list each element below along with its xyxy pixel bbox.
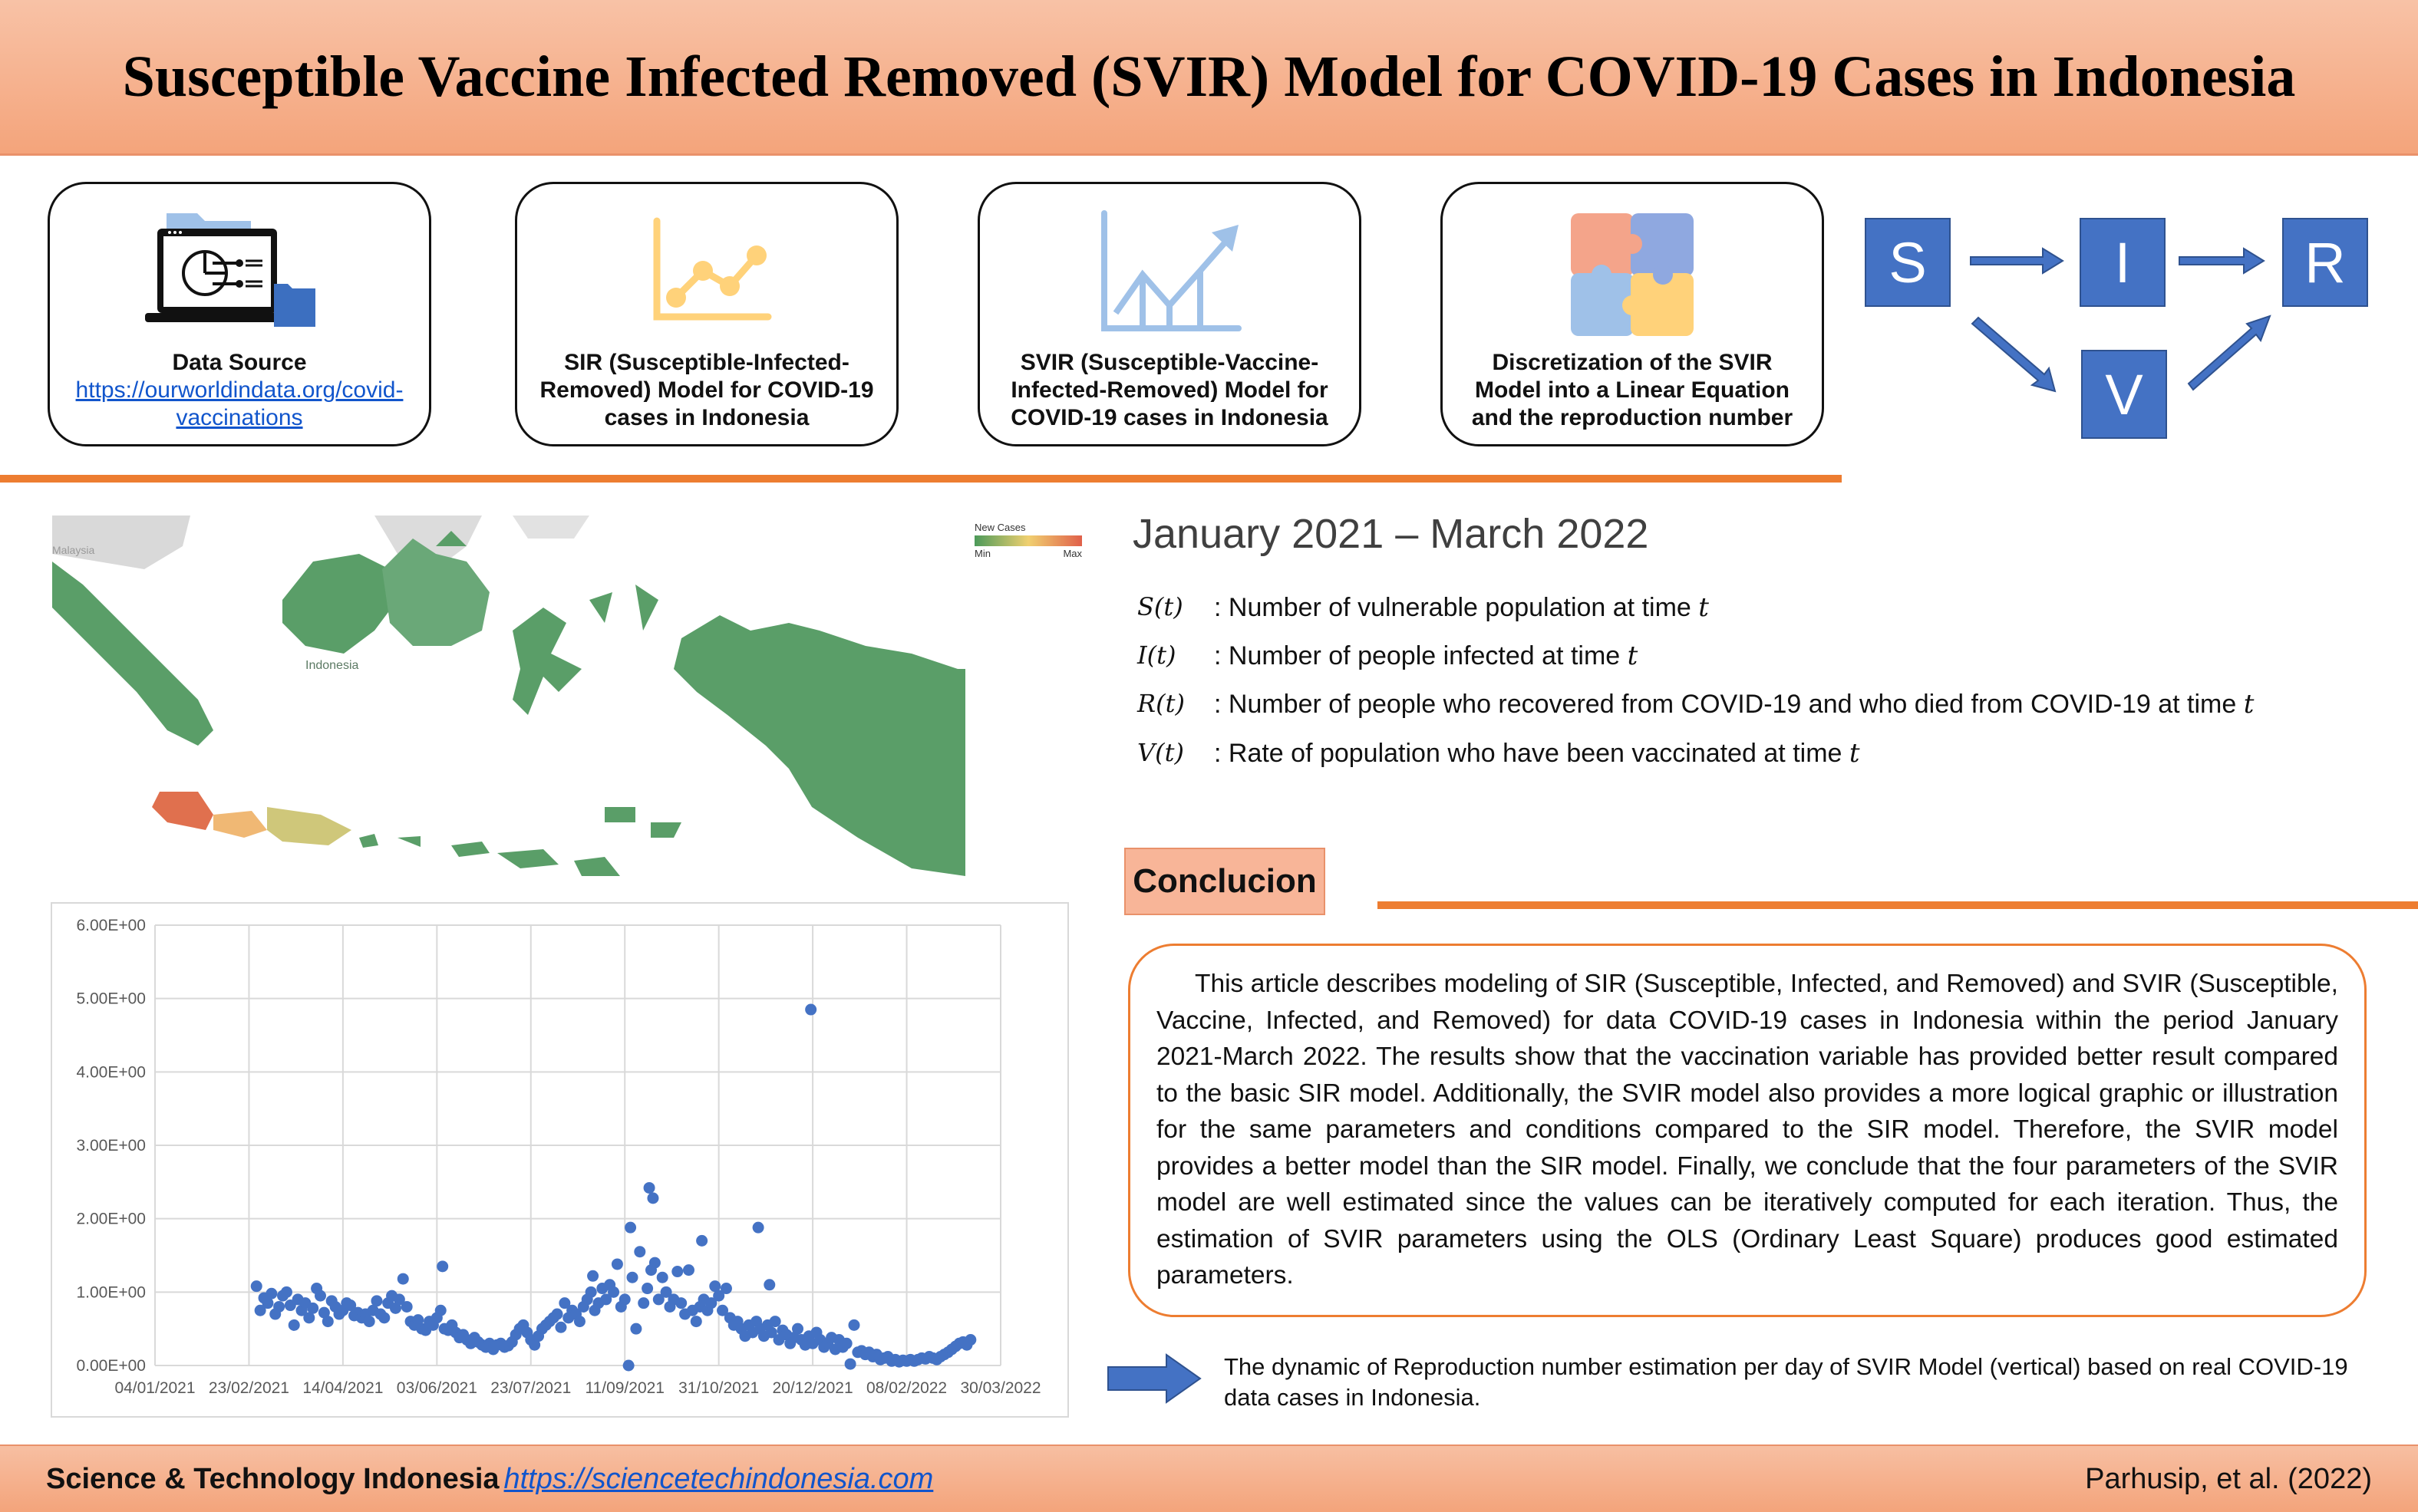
data-point: [792, 1323, 803, 1335]
data-point: [805, 1004, 816, 1016]
journal-link[interactable]: https://sciencetechindonesia.com: [503, 1463, 934, 1495]
data-point: [627, 1272, 638, 1283]
x-tick-label: 20/12/2021: [772, 1379, 853, 1397]
data-point: [251, 1280, 262, 1292]
legend-max: Max: [1063, 548, 1082, 559]
flow-arrows: [1949, 230, 2287, 414]
reproduction-number-chart: [51, 902, 1069, 1418]
variable-row: [1137, 738, 1860, 769]
indonesia-map: [52, 516, 965, 899]
page-title: Susceptible Vaccine Infected Removed (SVIR) Model for COVID-19 Cases in Indonesia: [122, 44, 2296, 109]
variable-row: [1137, 641, 1638, 671]
footer-journal: [46, 1463, 933, 1496]
data-point: [623, 1360, 635, 1372]
conclusion-text: This article describes modeling of SIR (Susceptible, Infected, and Removed) and SVIR (Susceptible, Vaccine, Infected, and Removed) for data COVID-19 cases in Indonesia within the period January 2021-March 2022. The results show that the vaccination variable has provided better result compared to the basic SIR model. Additionally, the SVIR model also provides a more logical graphic or illustration for the same parameters and conditions compared to the SIR model. Therefore, the SVIR model provides a better model than the SIR model. Finally, we conclude that the four parameters of the SVIR model are well estimated since the values can be iteratively computed for each iteration. Thus, the estimation of SVIR parameters using the OLS (Ordinary Least Square) produces good estimated parameters.: [1156, 970, 2338, 1290]
data-point: [266, 1288, 277, 1300]
data-point: [683, 1264, 694, 1276]
data-point: [552, 1309, 563, 1320]
variable-desc: : Number of vulnerable population at time t: [1214, 592, 1709, 623]
data-point: [378, 1312, 390, 1323]
arrow-s-to-v: [1972, 318, 2055, 391]
data-point: [612, 1258, 623, 1270]
data-point: [322, 1316, 334, 1327]
data-point: [965, 1334, 976, 1346]
y-tick-label: 4.00E+00: [76, 1063, 146, 1082]
card-discretization: [1440, 182, 1824, 446]
card-label: Data Source: [172, 350, 307, 375]
x-tick-label: 08/02/2022: [866, 1379, 948, 1397]
variable-symbol: I(t): [1137, 641, 1176, 670]
card-label: SVIR (Susceptible-Vaccine-Infected-Removed) Model for COVID-19 cases in Indonesia: [1011, 350, 1328, 430]
flow-node-v: V: [2081, 350, 2167, 439]
y-tick-label: 6.00E+00: [76, 917, 146, 934]
data-point: [555, 1322, 566, 1333]
data-point: [435, 1305, 447, 1316]
x-tick-label: 03/06/2021: [396, 1379, 477, 1397]
section-divider: [0, 475, 1842, 483]
data-point: [848, 1319, 859, 1331]
x-tick-label: 11/09/2021: [585, 1379, 665, 1397]
y-tick-label: 5.00E+00: [76, 990, 146, 1008]
y-tick-label: 1.00E+00: [76, 1283, 146, 1302]
footer-citation: Parhusip, et al. (2022): [2085, 1463, 2372, 1495]
legend-title: New Cases: [975, 522, 1026, 533]
conclusion-box: [1128, 944, 2367, 1317]
variable-symbol: V(t): [1137, 738, 1184, 767]
data-point: [630, 1323, 642, 1335]
line-chart-icon: [517, 198, 896, 351]
arrow-s-to-i: [1971, 249, 2063, 273]
x-tick-label: 04/01/2021: [114, 1379, 196, 1397]
laptop-chart-icon: [50, 198, 429, 351]
right-arrow-icon: [1105, 1352, 1205, 1405]
x-tick-label: 14/04/2021: [302, 1379, 384, 1397]
data-point: [619, 1293, 631, 1305]
y-tick-label: 2.00E+00: [76, 1210, 146, 1228]
data-point: [586, 1286, 597, 1298]
x-tick-label: 23/02/2021: [208, 1379, 289, 1397]
data-point: [634, 1246, 645, 1257]
data-point: [273, 1301, 285, 1313]
variable-row: [1137, 592, 1709, 623]
data-point: [625, 1222, 636, 1234]
data-point: [721, 1283, 732, 1294]
variable-symbol: S(t): [1137, 592, 1183, 621]
data-point: [437, 1260, 448, 1272]
data-point: [770, 1316, 781, 1327]
card-label: SIR (Susceptible-Infected-Removed) Model for COVID-19 cases in Indonesia: [539, 350, 874, 430]
conclusion-heading: Conclucion: [1124, 848, 1325, 915]
data-point: [696, 1235, 708, 1247]
x-tick-label: 31/10/2021: [678, 1379, 760, 1397]
data-point: [398, 1273, 409, 1285]
chart-caption: The dynamic of Reproduction number estimation per day of SVIR Model (vertical) based on real COVID-19 data cases in Indonesia.: [1224, 1353, 2348, 1411]
flow-node-i: I: [2080, 218, 2166, 307]
data-point: [649, 1257, 661, 1269]
data-point: [307, 1303, 318, 1314]
variable-desc: : Rate of population who have been vaccinated at time t: [1214, 738, 1860, 769]
variable-desc: : Number of people infected at time t: [1214, 641, 1638, 671]
x-tick-label: 23/07/2021: [490, 1379, 572, 1397]
data-point: [671, 1266, 683, 1277]
data-point: [574, 1316, 586, 1327]
data-point: [401, 1301, 413, 1313]
data-point: [638, 1297, 649, 1309]
journal-name: Science & Technology Indonesia: [46, 1463, 500, 1495]
map-legend: [975, 522, 1082, 559]
conclusion-rule: [1377, 901, 2418, 909]
data-point: [364, 1316, 375, 1327]
card-label: Discretization of the SVIR Model into a Linear Equation and the reproduction number: [1471, 350, 1793, 430]
data-point: [289, 1319, 300, 1331]
data-source-link[interactable]: https://ourworldindata.org/covid-vaccinations: [75, 377, 404, 430]
card-data-source: [48, 182, 431, 446]
data-point: [691, 1316, 702, 1327]
data-point: [647, 1192, 658, 1204]
data-point: [675, 1297, 687, 1309]
data-point: [642, 1283, 653, 1294]
variable-symbol: R(t): [1137, 689, 1185, 718]
flow-node-s: S: [1865, 218, 1951, 307]
data-point: [657, 1272, 668, 1283]
variable-row: [1137, 689, 2254, 720]
data-point: [315, 1290, 326, 1302]
data-point: [281, 1286, 292, 1298]
data-point: [753, 1222, 764, 1234]
page-header: [0, 0, 2418, 156]
data-point: [371, 1295, 382, 1306]
map-label-indonesia: Indonesia: [305, 659, 359, 672]
data-point: [841, 1338, 853, 1349]
data-point: [587, 1270, 599, 1282]
puzzle-icon: [1443, 198, 1822, 351]
data-point: [764, 1279, 775, 1290]
legend-color-bar: [975, 535, 1082, 546]
legend-min: Min: [975, 548, 991, 559]
x-tick-label: 30/03/2022: [960, 1379, 1041, 1397]
data-point: [644, 1182, 655, 1194]
period-title: January 2021 – March 2022: [1133, 511, 1649, 557]
data-point: [608, 1286, 619, 1298]
card-sir-model: [515, 182, 899, 446]
y-tick-label: 3.00E+00: [76, 1137, 146, 1155]
card-svir-model: [978, 182, 1361, 446]
arrow-i-to-r: [2179, 249, 2264, 273]
arrow-v-to-r: [2189, 316, 2270, 390]
map-label-malaysia: Malaysia: [52, 544, 95, 556]
flow-node-r: R: [2282, 218, 2368, 307]
y-tick-label: 0.00E+00: [76, 1357, 146, 1375]
page-footer: [0, 1444, 2418, 1512]
trend-chart-icon: [980, 198, 1359, 351]
data-point: [845, 1359, 856, 1370]
variable-desc: : Number of people who recovered from COVID-19 and who died from COVID-19 at time t: [1214, 689, 2255, 720]
